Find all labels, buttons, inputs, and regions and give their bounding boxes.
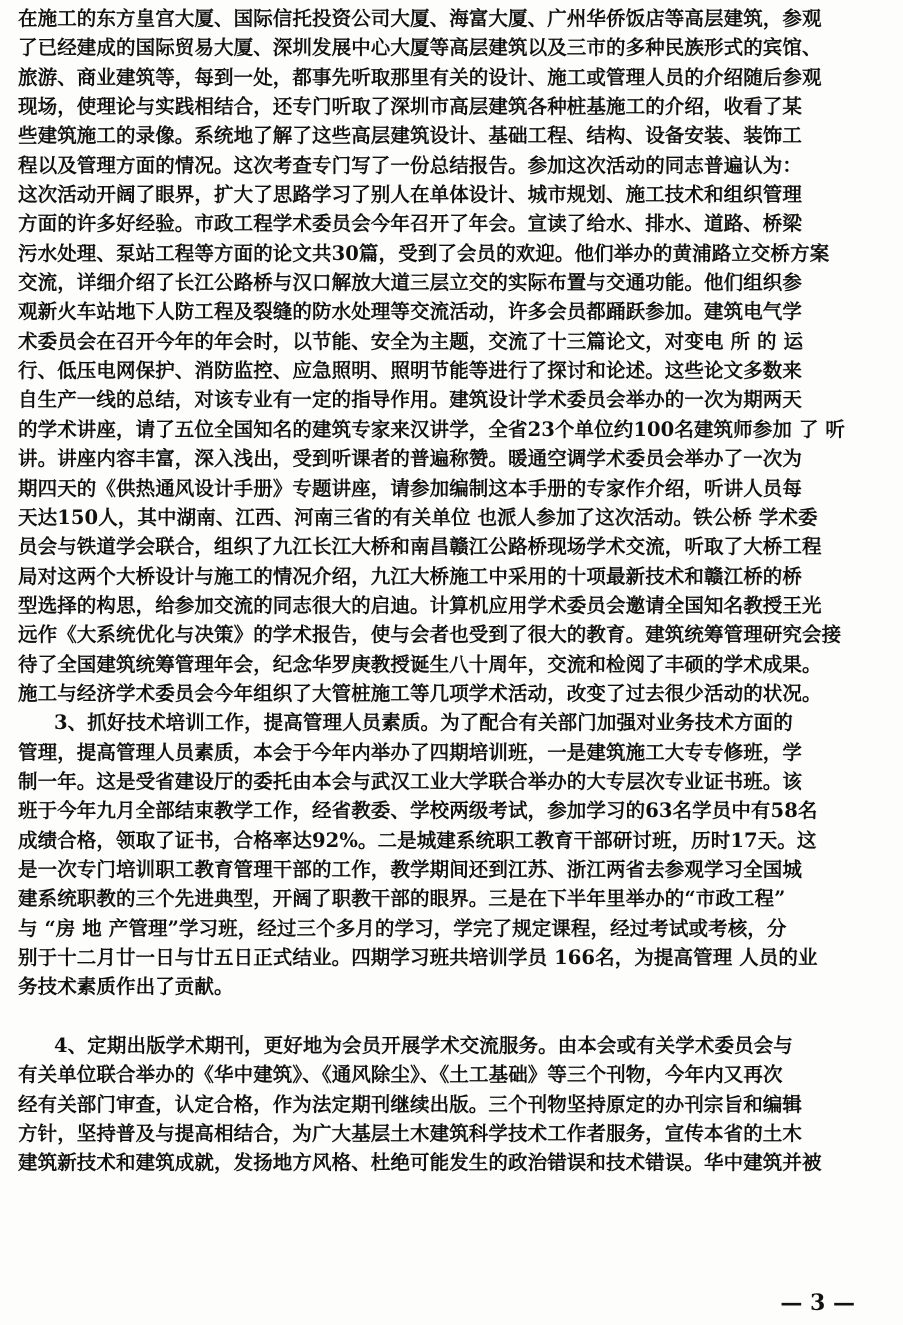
text-line: 成绩合格，领取了证书，合格率达92%。二是城建系统职工教育干部研讨班，历时17天。这 (18, 828, 817, 852)
text-line: 程以及管理方面的情况。这次考查专门写了一份总结报告。参加这次活动的同志普遍认为： (18, 153, 803, 177)
text-line: 术委员会在召开今年的年会时，以节能、安全为主题，交流了十三篇论文，对变电 所 的 运 (18, 329, 804, 353)
text-line: 有关单位联合举办的《华中建筑》、《通风除尘》、《土工基础》等三个刊物，今年内又再次 (18, 1063, 783, 1087)
text-line: 别于十二月廿一日与廿五日正式结业。四期学习班共培训学员 166名，为提高管理 人员的业 (18, 946, 818, 969)
text-line: 局对这两个大桥设计与施工的情况介绍，九江大桥施工中采用的十项最新技术和赣江桥的桥 (18, 564, 803, 588)
text-line: 方针，坚持普及与提高相结合，为广大基层土木建筑科学技术工作者服务，宣传本省的土木 (18, 1122, 803, 1146)
text-line: 自生产一线的总结，对该专业有一定的指导作用。建筑设计学术委员会举办的一次为期两天 (18, 388, 803, 412)
text-line: 远作《大系统优化与决策》的学术报告，使与会者也受到了很大的教育。建筑统筹管理研究会接 (18, 623, 842, 647)
text-line: 现场，使理论与实践相结合，还专门听取了深圳市高层建筑各种桩基施工的介绍，收看了某 (18, 95, 803, 119)
text-line: 施工与经济学术委员会今年组织了大管桩施工等几项学术活动，改变了过去很少活动的状况。 (18, 681, 822, 705)
text-line: 交流，详细介绍了长江公路桥与汉口解放大道三层立交的实际布置与交通功能。他们组织参 (18, 271, 803, 295)
text-line: 4、定期出版学术期刊，更好地为会员开展学术交流服务。由本会或有关学术委员会与 (54, 1034, 793, 1058)
text-line: 讲。讲座内容丰富，深入浅出，受到听课者的普遍称赞。暖通空调学术委员会举办了一次为 (18, 447, 803, 471)
text-line: 制一年。这是受省建设厅的委托由本会与武汉工业大学联合举办的大专层次专业证书班。该 (18, 769, 803, 793)
text-line: 这次活动开阔了眼界，扩大了思路学习了别人在单体设计、城市规划、施工技术和组织管理 (18, 183, 803, 207)
text-line: 天达150人，其中湖南、江西、河南三省的有关单位 也派人参加了这次活动。铁公桥 学术委 (18, 505, 818, 529)
text-line: 旅游、商业建筑等，每到一处，都事先听取那里有关的设计、施工或管理人员的介绍随后参观 (18, 65, 822, 89)
text-line (18, 1002, 888, 1031)
text-line: 的学术讲座，请了五位全国知名的建筑专家来汉讲学，全省23个单位约100名建筑师参加 了 听 (18, 417, 845, 441)
text-line: 观新火车站地下人防工程及裂缝的防水处理等交流活动，许多会员都踊跃参加。建筑电气学 (18, 300, 803, 324)
text-line: 建系统职教的三个先进典型，开阔了职教干部的眼界。三是在下半年里举办的“市政工程” (18, 887, 786, 911)
page-number: — 3 — (780, 1290, 855, 1316)
text-line: 经有关部门审查，认定合格，作为法定期刊继续出版。三个刊物坚持原定的办刊宗旨和编辑 (18, 1092, 803, 1116)
text-line: 务技术素质作出了贡献。 (18, 975, 234, 999)
text-line: 是一次专门培训职工教育管理干部的工作，教学期间还到江苏、浙江两省去参观学习全国城 (18, 857, 803, 881)
text-line: 污水处理、泵站工程等方面的论文共30篇，受到了会员的欢迎。他们举办的黄浦路立交桥方案 (18, 241, 830, 265)
text-line: 建筑新技术和建筑成就，发扬地方风格、杜绝可能发生的政治错误和技术错误。华中建筑并被 (18, 1151, 822, 1175)
text-line: 型选择的构思，给参加交流的同志很大的启迪。计算机应用学术委员会邀请全国知名教授王光 (18, 593, 822, 617)
text-line: 方面的许多好经验。市政工程学术委员会今年召开了年会。宣读了给水、排水、道路、桥梁 (18, 212, 803, 236)
text-line: 期四天的《供热通风设计手册》专题讲座，请参加编制这本手册的专家作介绍，听讲人员每 (18, 476, 803, 500)
text-line: 与 “房 地 产管理”学习班，经过三个多月的学习，学完了规定课程，经过考试或考核，分 (18, 916, 787, 940)
body-text (18, 4, 888, 1178)
text-line: 在施工的东方皇宫大厦、国际信托投资公司大厦、海富大厦、广州华侨饭店等高层建筑，参观 (18, 7, 822, 30)
text-line: 些建筑施工的录像。系统地了解了这些高层建筑设计、基础工程、结构、设备安装、装饰工 (18, 124, 803, 148)
text-line: 管理，提高管理人员素质，本会于今年内举办了四期培训班，一是建筑施工大专专修班，学 (18, 740, 803, 764)
text-line: 行、低压电网保护、消防监控、应急照明、照明节能等进行了探讨和论述。这些论文多数来 (18, 359, 803, 383)
text-line: 3、抓好技术培训工作，提高管理人员素质。为了配合有关部门加强对业务技术方面的 (54, 711, 793, 735)
text-line: 班于今年九月全部结束教学工作，经省教委、学校两级考试，参加学习的63名学员中有58名 (18, 799, 818, 823)
text-line: 员会与铁道学会联合，组织了九江长江大桥和南昌赣江公路桥现场学术交流，听取了大桥工程 (18, 535, 822, 559)
text-line: 了已经建成的国际贸易大厦、深圳发展中心大厦等高层建筑以及三市的多种民族形式的宾馆、 (18, 36, 822, 60)
text-line: 待了全国建筑统筹管理年会，纪念华罗庚教授诞生八十周年，交流和检阅了丰硕的学术成果。 (18, 652, 822, 676)
